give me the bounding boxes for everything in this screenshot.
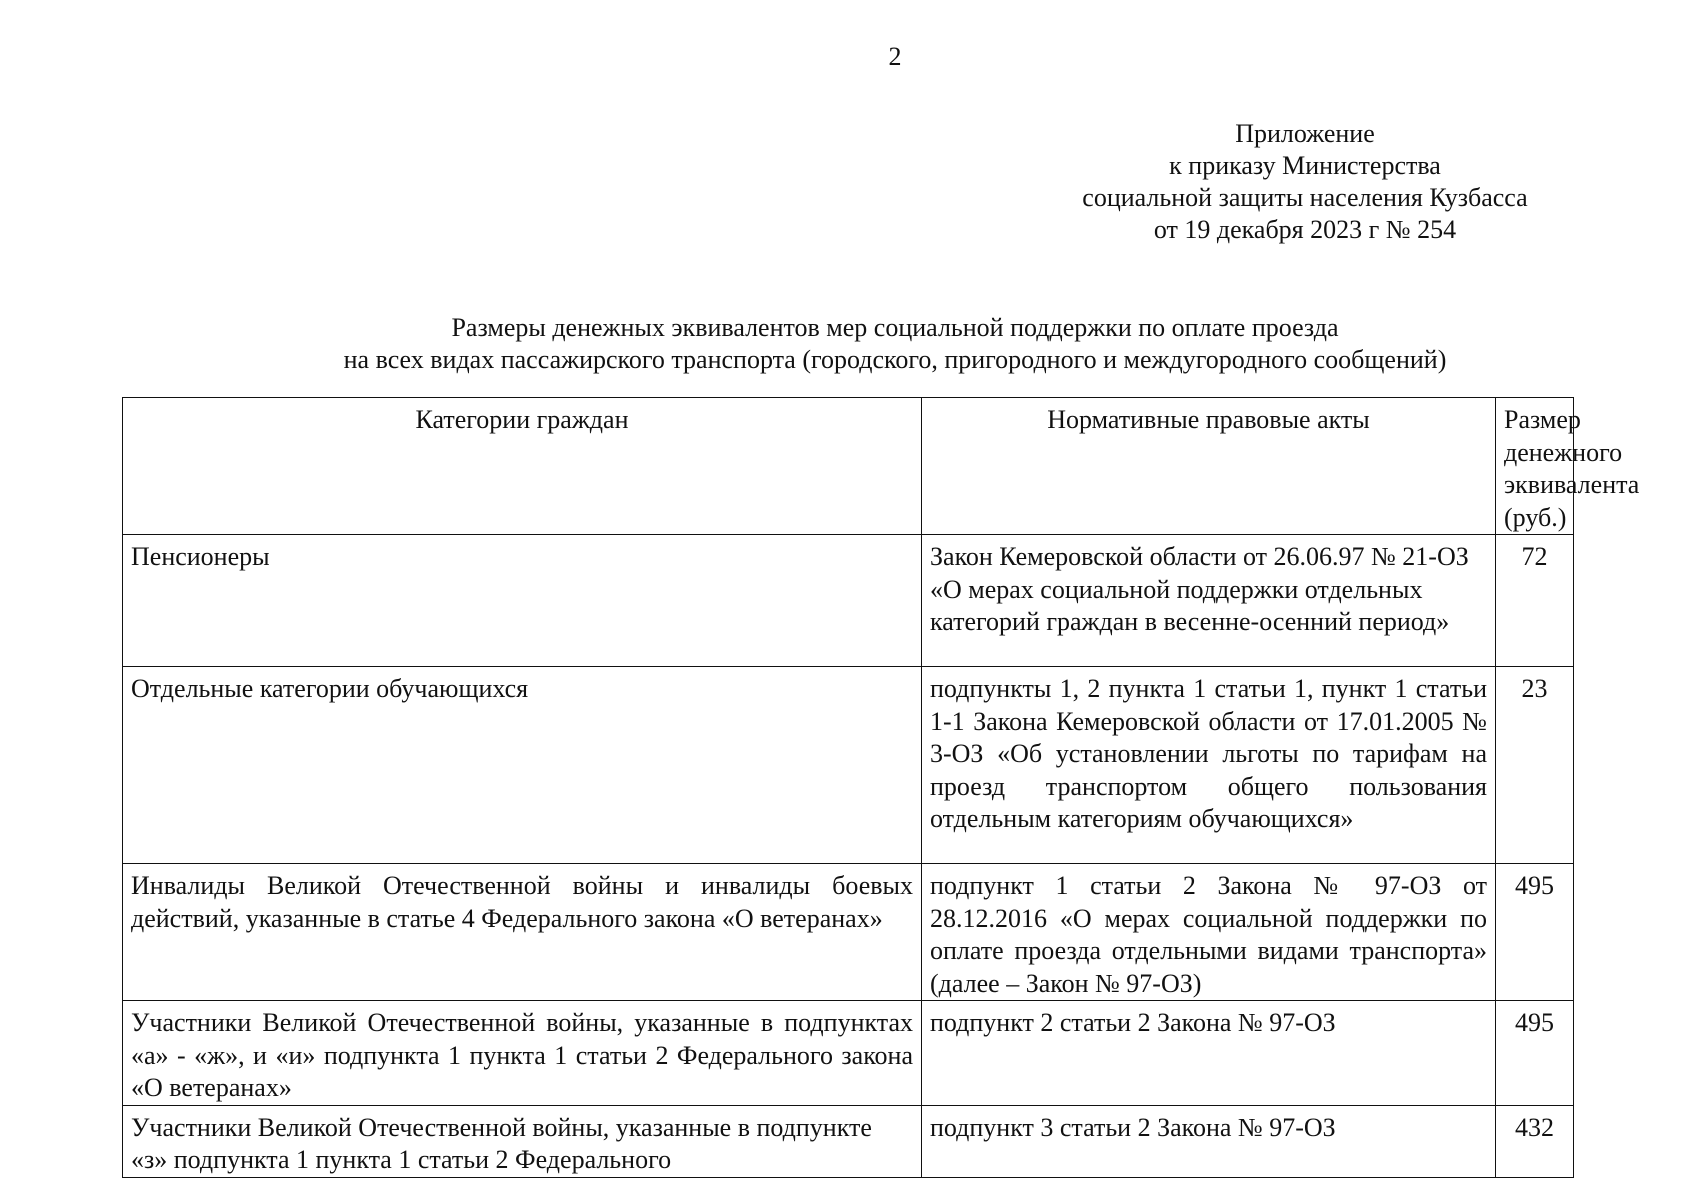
cell-category: Отдельные категории обучающихся (123, 667, 922, 864)
appendix-date-line: от 19 декабря 2023 г № 254 (1153, 215, 1457, 244)
table-row (123, 535, 1574, 667)
title-line: Размеры денежных эквивалентов мер социальной поддержки по оплате проезда (451, 313, 1339, 342)
table-row (123, 1001, 1574, 1106)
title-line: на всех видах пассажирского транспорта (городского, пригородного и междугородного сообщений) (343, 345, 1447, 374)
appendix-line: социальной защиты населения Кузбасса (1082, 183, 1528, 212)
cell-amount: 23 (1496, 667, 1574, 864)
cell-acts: Закон Кемеровской области от 26.06.97 № 21-ОЗ «О мерах социальной поддержки отдельных категорий граждан в весенне-осенний период» (922, 535, 1496, 667)
document-title (0, 312, 1697, 376)
cell-acts: подпункт 3 статьи 2 Закона № 97-ОЗ (922, 1105, 1496, 1177)
cell-category: Инвалиды Великой Отечественной войны и инвалиды боевых действий, указанные в статье 4 Федерального закона «О ветеранах» (123, 864, 922, 1001)
table-row (123, 1105, 1574, 1177)
appendix-line: Приложение (1235, 119, 1375, 148)
cell-amount: 495 (1496, 1001, 1574, 1106)
page-number: 2 (888, 42, 902, 71)
cell-acts: подпункты 1, 2 пункта 1 статьи 1, пункт 1 статьи 1-1 Закона Кемеровской области от 17.01.2005 № 3-ОЗ «Об установлении льготы по тарифам на проезд транспортом общего пользования отдельным категориям обучающихся» (922, 667, 1496, 864)
header-acts: Нормативные правовые акты (922, 398, 1496, 535)
table-row (123, 667, 1574, 864)
appendix-line: к приказу Министерства (1169, 151, 1441, 180)
cell-acts: подпункт 2 статьи 2 Закона № 97-ОЗ (922, 1001, 1496, 1106)
header-category: Категории граждан (123, 398, 922, 535)
cell-amount: 72 (1496, 535, 1574, 667)
cell-amount: 495 (1496, 864, 1574, 1001)
cell-acts: подпункт 1 статьи 2 Закона № 97-ОЗ от 28.12.2016 «О мерах социальной поддержки по оплате проезда отдельными видами транспорта» (далее – Закон № 97-ОЗ) (922, 864, 1496, 1001)
cell-category: Участники Великой Отечественной войны, указанные в подпунктах «а» - «ж», и «и» подпункта 1 пункта 1 статьи 2 Федерального закона «О ветеранах» (123, 1001, 922, 1106)
cell-category: Участники Великой Отечественной войны, указанные в подпункте «з» подпункта 1 пункта 1 статьи 2 Федерального (123, 1105, 922, 1177)
equivalents-table (122, 397, 1640, 1178)
table-row (123, 864, 1574, 1001)
appendix-header (1040, 118, 1570, 246)
cell-category: Пенсионеры (123, 535, 922, 667)
cell-amount: 432 (1496, 1105, 1574, 1177)
header-amount: Размер денежного эквивалента (руб.) (1496, 398, 1574, 535)
table-header-row (123, 398, 1574, 535)
